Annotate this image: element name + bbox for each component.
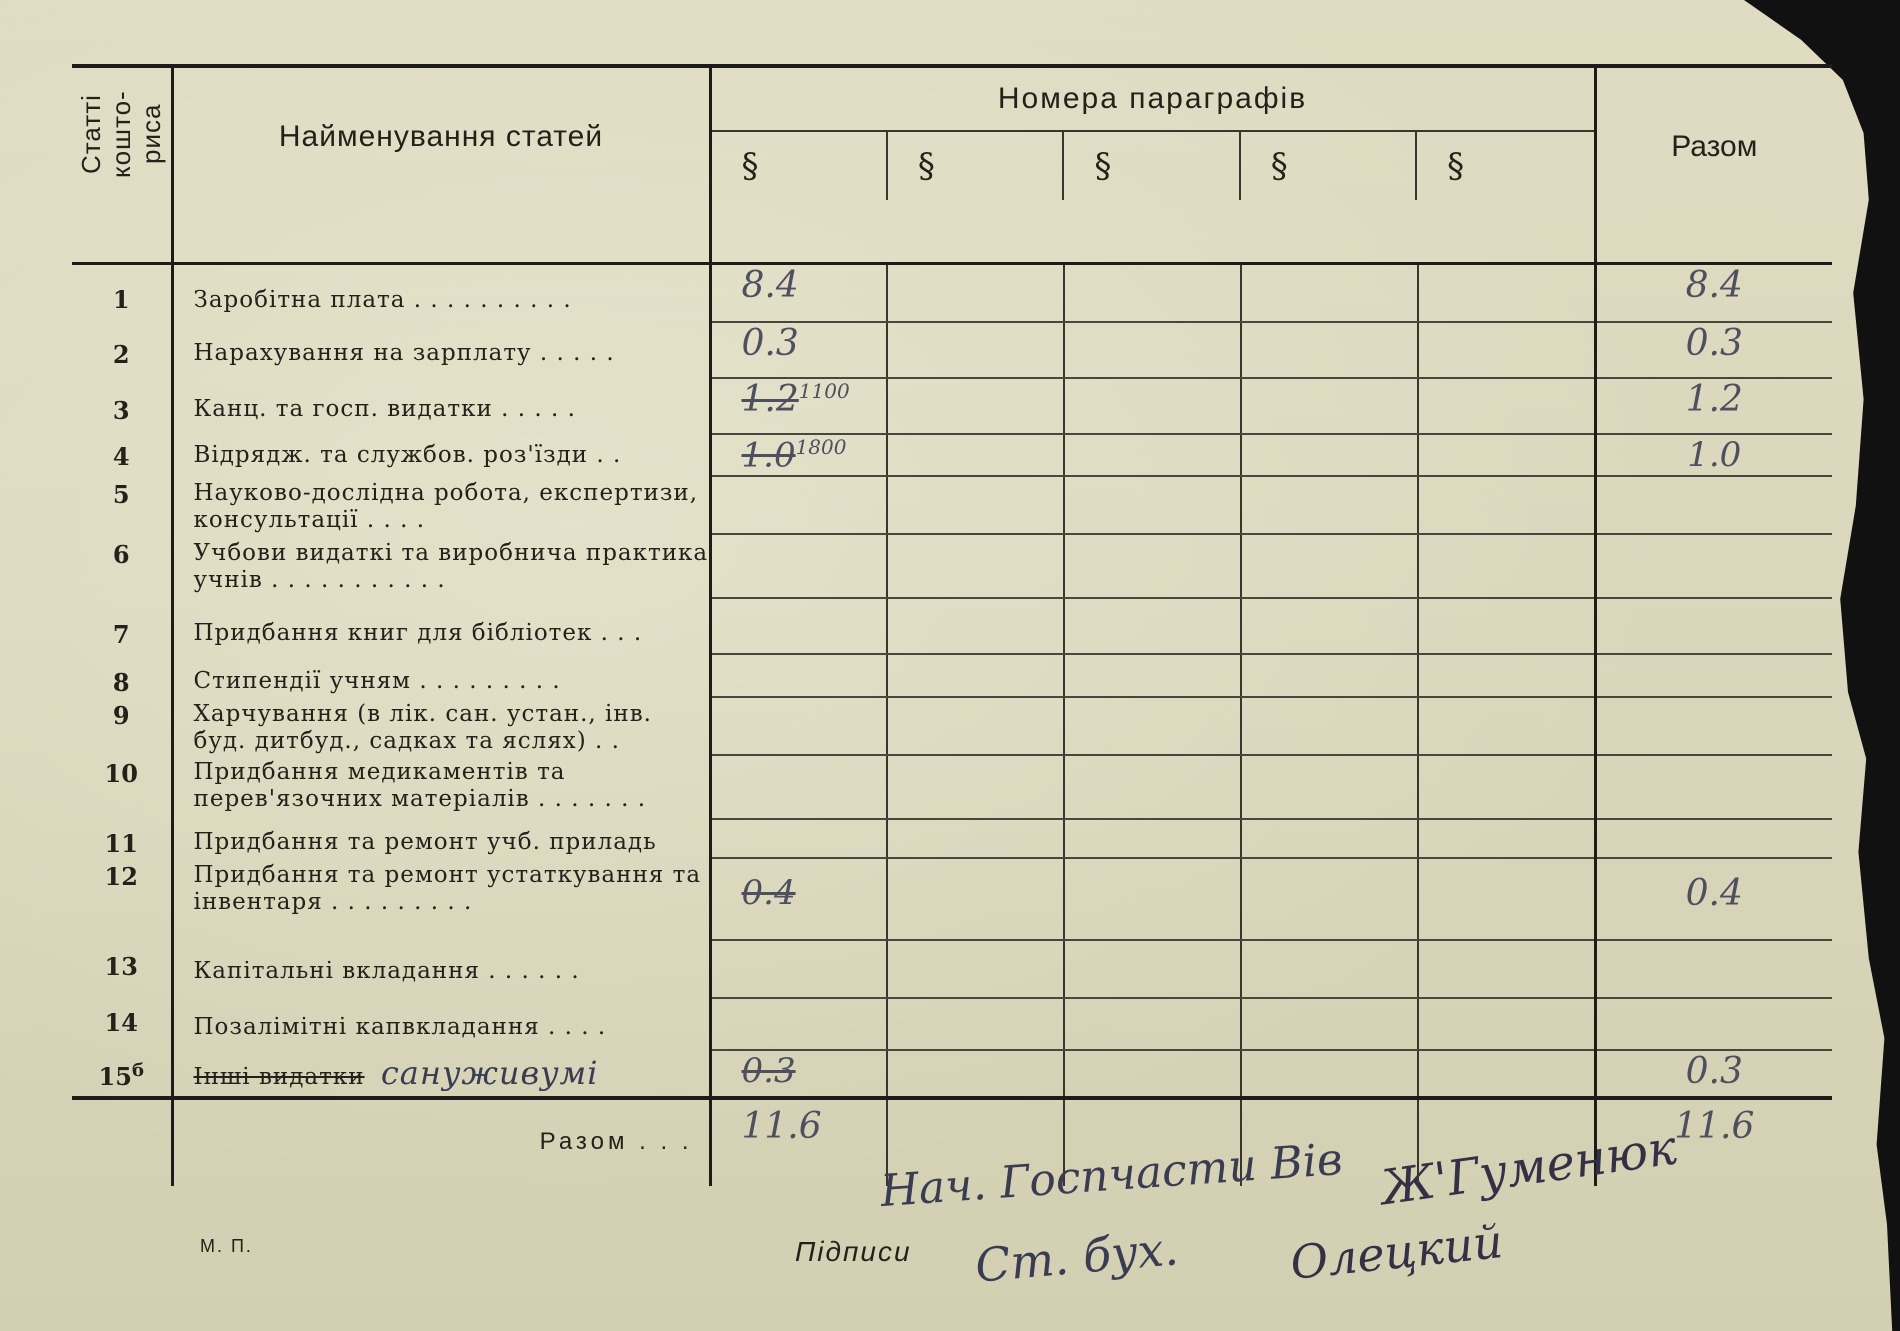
row-number <box>72 1050 172 1098</box>
header-paragraphs-col <box>710 66 1595 264</box>
table-row <box>72 322 1832 378</box>
header-article-label: Статті кошто-риса <box>76 90 167 178</box>
row-number: 7 <box>112 619 130 649</box>
row-empty-cell <box>710 476 887 534</box>
row-empty-cell <box>1595 534 1832 598</box>
row-empty-cell <box>1064 755 1241 819</box>
table-row <box>72 940 1832 998</box>
row-empty-cell <box>1064 697 1241 755</box>
row-total-value: 0.4 <box>1595 858 1832 940</box>
row-empty-cell <box>710 755 887 819</box>
row-empty-cell <box>1418 534 1595 598</box>
row-name: Стипендії учням . . . . . . . . . <box>172 654 710 697</box>
row-empty-cell <box>1241 858 1418 940</box>
stamp-label: М. П. <box>200 1236 253 1256</box>
row-empty-cell <box>1418 322 1595 378</box>
row-empty-cell <box>1064 378 1241 434</box>
row-empty-cell <box>887 819 1064 858</box>
row-name: Нарахування на зарплату . . . . . <box>172 322 710 378</box>
row-name: Науково-дослідна робота, експертизи, консультації . . . . <box>172 476 710 534</box>
section-sign-1: § <box>712 132 888 200</box>
row-empty-cell <box>710 598 887 654</box>
row-empty-cell <box>1418 264 1595 322</box>
row-p1-value: 0.3 <box>710 322 887 378</box>
total-blank <box>72 1098 172 1186</box>
row-empty-cell <box>887 654 1064 697</box>
row-empty-cell <box>887 534 1064 598</box>
total-value: 11.6 <box>1595 1098 1832 1186</box>
row-empty-cell <box>1241 476 1418 534</box>
row-name: Капітальні вкладання . . . . . . <box>172 940 710 998</box>
row-empty-cell <box>1064 654 1241 697</box>
signatures-label: Підписи <box>795 1236 912 1267</box>
row-empty-cell <box>887 1050 1064 1098</box>
row-name: Канц. та госп. видатки . . . . . <box>172 378 710 434</box>
signature-line-1: Нач. Госпчасти Вів <box>878 1133 1345 1218</box>
header-article-col <box>72 66 172 264</box>
row-p1-value <box>710 434 887 476</box>
row-p1-amount: 1.2 <box>741 378 799 420</box>
row-empty-cell <box>1241 264 1418 322</box>
row-empty-cell <box>1064 534 1241 598</box>
row-total-value: 1.0 <box>1595 434 1832 476</box>
row-empty-cell <box>1418 697 1595 755</box>
section-sign-3: § <box>1064 132 1240 200</box>
table-row <box>72 1050 1832 1098</box>
row-total-value: 0.3 <box>1595 1050 1832 1098</box>
row-name: Харчування (в лік. сан. устан., інв. буд. дитбуд., садках та яслях) . . <box>172 697 710 755</box>
row-total-value: 8.4 <box>1595 264 1832 322</box>
table-row <box>72 858 1832 940</box>
row-name: Позалімітні капвкладання . . . . <box>172 998 710 1050</box>
row-empty-cell <box>1595 654 1832 697</box>
row-number: 6 <box>112 539 130 569</box>
table-row <box>72 819 1832 858</box>
section-sign-4: § <box>1241 132 1417 200</box>
row-empty-cell <box>887 378 1064 434</box>
row-empty-cell <box>1418 476 1595 534</box>
row-number: 11 <box>104 828 138 858</box>
row-empty-cell <box>1418 755 1595 819</box>
row-empty-cell <box>1064 322 1241 378</box>
row-p1-value <box>710 858 887 940</box>
row-empty-cell <box>1418 998 1595 1050</box>
row-name: Придбання та ремонт учб. приладь <box>172 819 710 858</box>
signature-scribble-1: Ж'Гуменюк <box>1377 1119 1680 1217</box>
row-empty-cell <box>887 322 1064 378</box>
row-empty-cell <box>1595 476 1832 534</box>
row-empty-cell <box>1418 940 1595 998</box>
table-row <box>72 534 1832 598</box>
row-name-handwritten: сануживумі <box>380 1053 599 1092</box>
table-row <box>72 264 1832 322</box>
row-empty-cell <box>1241 940 1418 998</box>
row-empty-cell <box>1595 755 1832 819</box>
row-empty-cell <box>710 654 887 697</box>
row-name: Відрядж. та службов. роз'їзди . . <box>172 434 710 476</box>
row-empty-cell <box>710 819 887 858</box>
row-empty-cell <box>887 264 1064 322</box>
row-number: 12 <box>104 861 138 891</box>
row-empty-cell <box>1595 598 1832 654</box>
row-number: 2 <box>112 339 130 369</box>
header-paragraphs-label: Номера параграфів <box>712 68 1594 132</box>
row-name-printed: Інші видатки <box>193 1063 365 1090</box>
row-total-value: 1.2 <box>1595 378 1832 434</box>
row-empty-cell <box>1418 598 1595 654</box>
row-empty-cell <box>1064 264 1241 322</box>
row-empty-cell <box>1418 819 1595 858</box>
row-empty-cell <box>887 998 1064 1050</box>
budget-table <box>72 64 1832 1186</box>
section-sign-2: § <box>888 132 1064 200</box>
row-empty-cell <box>1241 1050 1418 1098</box>
row-empty-cell <box>710 534 887 598</box>
row-empty-cell <box>887 755 1064 819</box>
row-empty-cell <box>1595 697 1832 755</box>
row-name: Придбання медикаментів та перев'язочних матеріалів . . . . . . . <box>172 755 710 819</box>
row-name: Учбови видаткі та виробнича практика учнів . . . . . . . . . . . <box>172 534 710 598</box>
row-p1-amount: 0.3 <box>741 1050 796 1091</box>
row-empty-cell <box>1418 1050 1595 1098</box>
row-total-value: 0.3 <box>1595 322 1832 378</box>
row-empty-cell <box>1418 654 1595 697</box>
row-empty-cell <box>1241 998 1418 1050</box>
row-p1-amount: 1.0 <box>741 434 796 475</box>
header-name-col: Найменування статей <box>172 66 710 264</box>
row-empty-cell <box>1241 322 1418 378</box>
row-number: 1 <box>112 285 130 314</box>
row-empty-cell <box>710 697 887 755</box>
row-empty-cell <box>887 940 1064 998</box>
row-empty-cell <box>1064 998 1241 1050</box>
table-row <box>72 654 1832 697</box>
header-total-col: Разом <box>1595 66 1832 264</box>
row-name: Придбання та ремонт устаткування та інвентаря . . . . . . . . . <box>172 858 710 940</box>
row-p1-value: 8.4 <box>710 264 887 322</box>
row-number: 8 <box>112 667 130 697</box>
row-empty-cell <box>1241 697 1418 755</box>
row-empty-cell <box>1595 819 1832 858</box>
row-empty-cell <box>1064 598 1241 654</box>
row-number: 4 <box>112 441 130 471</box>
row-empty-cell <box>1064 858 1241 940</box>
row-empty-cell <box>887 434 1064 476</box>
row-p1-value <box>710 1050 887 1098</box>
table-row <box>72 476 1832 534</box>
row-p1-note: 1800 <box>795 434 847 459</box>
row-number-value: 15 <box>98 1061 132 1091</box>
row-number: 5 <box>112 479 130 509</box>
table-row <box>72 378 1832 434</box>
row-number: 3 <box>112 395 130 425</box>
row-name <box>172 1050 710 1098</box>
table-row <box>72 755 1832 819</box>
row-empty-cell <box>1241 434 1418 476</box>
row-number: 9 <box>112 700 130 730</box>
row-empty-cell <box>887 697 1064 755</box>
total-label: Разом . . . <box>172 1098 710 1186</box>
row-name: Придбання книг для бібліотек . . . <box>172 598 710 654</box>
row-empty-cell <box>1064 1050 1241 1098</box>
table-row <box>72 697 1832 755</box>
row-number: 14 <box>104 1007 138 1037</box>
total-p1-value: 11.6 <box>710 1098 887 1186</box>
signature-line-2: Ст. бух. <box>973 1221 1181 1293</box>
row-empty-cell <box>1064 940 1241 998</box>
table-row <box>72 598 1832 654</box>
row-empty-cell <box>1418 378 1595 434</box>
header-row <box>72 66 1832 264</box>
row-empty-cell <box>1595 940 1832 998</box>
row-empty-cell <box>1064 434 1241 476</box>
table-row <box>72 434 1832 476</box>
row-empty-cell <box>1064 819 1241 858</box>
row-empty-cell <box>1418 858 1595 940</box>
row-empty-cell <box>1241 819 1418 858</box>
row-number: 10 <box>104 758 138 788</box>
row-empty-cell <box>1418 434 1595 476</box>
row-number: 13 <box>104 951 138 981</box>
row-empty-cell <box>1241 755 1418 819</box>
section-sign-5: § <box>1447 146 1465 186</box>
row-empty-cell <box>887 858 1064 940</box>
row-empty-cell <box>887 598 1064 654</box>
table-row <box>72 998 1832 1050</box>
section-list <box>712 132 1594 200</box>
row-empty-cell <box>887 476 1064 534</box>
row-name: Заробітна плата . . . . . . . . . . <box>172 264 710 322</box>
row-p1-value <box>710 378 887 434</box>
row-p1-note: 1100 <box>798 378 850 403</box>
row-empty-cell <box>710 940 887 998</box>
row-number-superscript: б <box>131 1059 144 1081</box>
row-empty-cell <box>1241 534 1418 598</box>
row-empty-cell <box>1064 476 1241 534</box>
row-empty-cell <box>1241 378 1418 434</box>
row-empty-cell <box>710 998 887 1050</box>
row-empty-cell <box>1595 998 1832 1050</box>
signature-scribble-2: Олецкий <box>1287 1214 1506 1290</box>
row-empty-cell <box>1241 654 1418 697</box>
row-empty-cell <box>1241 598 1418 654</box>
row-p1-amount: 0.4 <box>741 872 796 913</box>
